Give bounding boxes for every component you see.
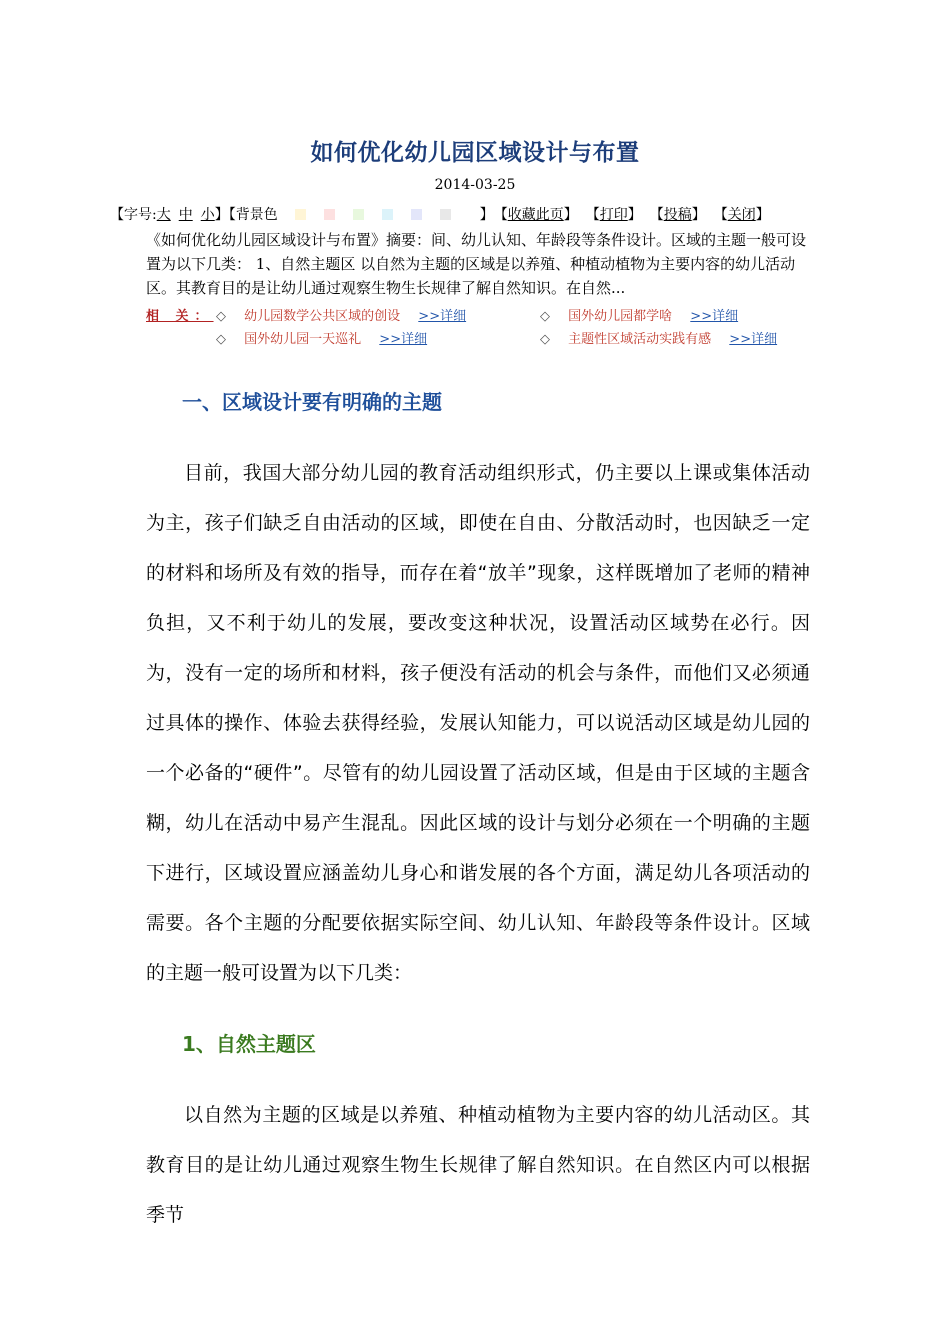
related-more-link[interactable]: >>详细 bbox=[379, 332, 428, 347]
related-more-link[interactable]: >>详细 bbox=[418, 309, 467, 324]
related-label: 相 关： bbox=[146, 309, 214, 324]
diamond-icon: ◇ bbox=[216, 309, 226, 324]
favorite-link[interactable]: 收藏此页 bbox=[507, 207, 564, 223]
article-date: 2014-03-25 bbox=[434, 177, 516, 193]
related-item[interactable] bbox=[216, 304, 466, 329]
related-item-title[interactable]: 幼儿园数学公共区域的创设 bbox=[244, 309, 401, 324]
font-size-medium-link[interactable]: 中 bbox=[178, 207, 193, 223]
print-link[interactable]: 打印 bbox=[599, 207, 628, 223]
section-heading: 一、区域设计要有明确的主题 bbox=[182, 390, 442, 414]
font-size-label: 【字号: bbox=[110, 207, 157, 223]
article-title: 如何优化幼儿园区域设计与布置 bbox=[310, 140, 640, 166]
background-color-label: 】【背景色 bbox=[214, 207, 278, 223]
font-size-large-link[interactable]: 大 bbox=[156, 207, 171, 223]
diamond-icon: ◇ bbox=[540, 332, 550, 347]
related-item-title[interactable]: 国外幼儿园一天巡礼 bbox=[244, 332, 362, 347]
submit-link[interactable]: 投稿 bbox=[663, 207, 692, 223]
related-item[interactable] bbox=[540, 304, 738, 329]
diamond-icon: ◇ bbox=[216, 332, 226, 347]
related-more-link[interactable]: >>详细 bbox=[690, 309, 739, 324]
article-toolbar: 【字号: 大 中 小 】【背景色 】 【 收藏此页 】 【 打印 】 【 投稿 】 【 关闭 】 bbox=[110, 204, 840, 224]
bg-swatch-green[interactable] bbox=[353, 209, 364, 220]
font-size-small-link[interactable]: 小 bbox=[200, 207, 215, 223]
related-item-title[interactable]: 主题性区域活动实践有感 bbox=[568, 332, 712, 347]
bg-swatch-lavender[interactable] bbox=[411, 209, 422, 220]
bg-swatch-cyan[interactable] bbox=[382, 209, 393, 220]
diamond-icon: ◇ bbox=[540, 309, 550, 324]
section-paragraph: 目前，我国大部分幼儿园的教育活动组织形式，仍主要以上课或集体活动为主，孩子们缺乏自由活动的区域，即使在自由、分散活动时，也因缺乏一定的材料和场所及有效的指导，而存在着“放羊”现象，这样既增加了老师的精神负担，又不利于幼儿的发展，要改变这种状况，设置活动区域势在必行。因为，没有一定的场所和材料，孩子便没有活动的机会与条件，而他们又必须通过具体的操作、体验去获得经验，发展认知能力，可以说活动区域是幼儿园的一个必备的“硬件”。尽管有的幼儿园设置了活动区域，但是由于区域的主题含糊，幼儿在活动中易产生混乱。因此区域的设计与划分必须在一个明确的主题下进行，区域设置应涵盖幼儿身心和谐发展的各个方面，满足幼儿各项活动的需要。各个主题的分配要依据实际空间、幼儿认知、年龄段等条件设计。区域的主题一般可设置为以下几类： bbox=[146, 462, 810, 984]
related-item[interactable] bbox=[216, 327, 427, 352]
close-link[interactable]: 关闭 bbox=[727, 207, 756, 223]
article-summary: 《如何优化幼儿园区域设计与布置》摘要：间、幼儿认知、年龄段等条件设计。区域的主题一般可设置为以下几类： 1、自然主题区 以自然为主题的区域是以养殖、种植动植物为主要内容的幼儿活动区。其教育目的是让幼儿通过观察生物生长规律了解自然知识。在自然... bbox=[146, 231, 807, 297]
bg-swatch-gray[interactable] bbox=[440, 209, 451, 220]
toolbar-bracket: 】 bbox=[479, 207, 494, 223]
bg-swatch-cream[interactable] bbox=[295, 209, 306, 220]
subsection-paragraph: 以自然为主题的区域是以养殖、种植动植物为主要内容的幼儿活动区。其教育目的是让幼儿通过观察生物生长规律了解自然知识。在自然区内可以根据季节 bbox=[146, 1104, 810, 1226]
bg-swatch-pink[interactable] bbox=[324, 209, 335, 220]
subsection-heading: 1、自然主题区 bbox=[182, 1032, 316, 1056]
related-more-link[interactable]: >>详细 bbox=[729, 332, 778, 347]
related-item-title[interactable]: 国外幼儿园都学啥 bbox=[568, 309, 673, 324]
related-item[interactable] bbox=[540, 327, 777, 352]
